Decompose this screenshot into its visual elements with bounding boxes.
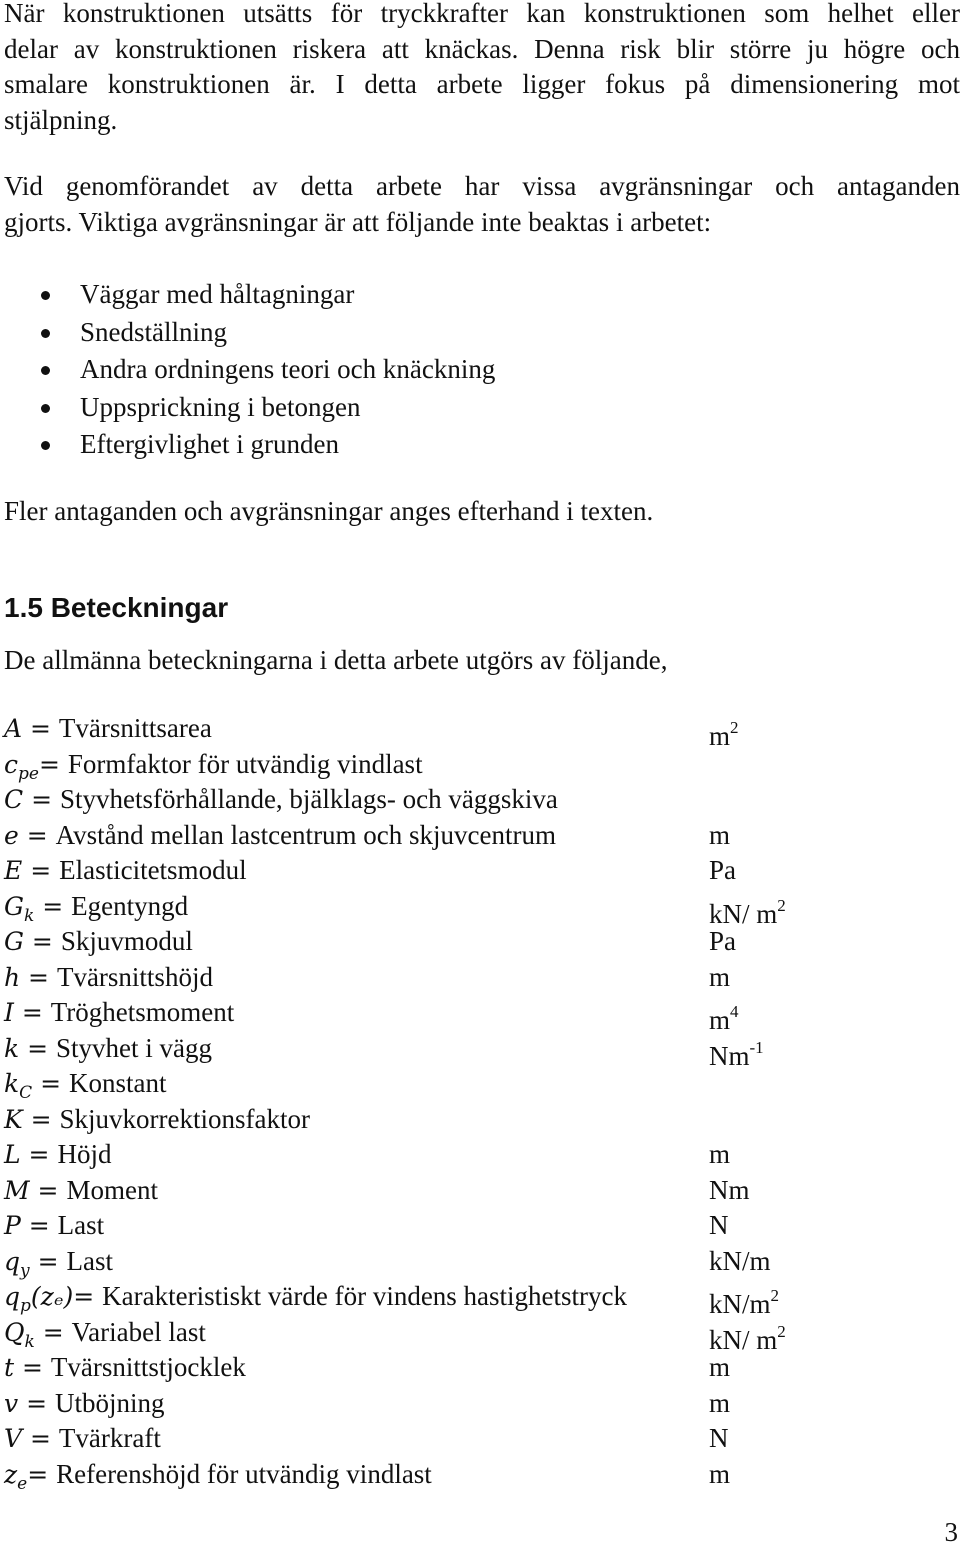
symbol-unit	[709, 1243, 771, 1279]
bullet-icon	[41, 329, 50, 338]
symbol-row	[4, 1349, 944, 1385]
equals-sign: =	[23, 927, 61, 956]
symbol-list	[4, 710, 944, 1494]
symbol-description: Moment	[66, 1174, 158, 1205]
symbol-row	[4, 1030, 944, 1071]
symbol-row	[4, 746, 944, 782]
symbol: Q	[4, 1317, 25, 1347]
symbol-unit	[709, 1349, 730, 1385]
symbol: e	[4, 820, 19, 850]
symbol-unit	[709, 1420, 729, 1456]
equals-sign: =	[22, 1104, 60, 1134]
symbol-row	[4, 1101, 944, 1137]
symbol: c	[4, 749, 19, 779]
symbol-description: Tvärkraft	[58, 1423, 161, 1453]
symbol: I	[4, 998, 14, 1027]
unit-text: m	[709, 1458, 731, 1489]
symbol-description: Tvärsnittshöjd	[56, 961, 213, 992]
symbol-description: Konstant	[69, 1068, 167, 1098]
symbol-description: Last	[66, 1245, 113, 1276]
equals-sign: =	[34, 891, 72, 921]
unit-text: m	[709, 1387, 731, 1418]
symbol-unit	[709, 959, 730, 995]
list-item-text: Snedställning	[80, 316, 227, 347]
symbol: K	[4, 1104, 23, 1134]
symbol: q	[4, 1282, 21, 1311]
equals-sign: =	[22, 1424, 59, 1453]
symbol-unit	[709, 1172, 750, 1208]
equals-sign: =	[73, 1282, 103, 1311]
symbol-unit	[709, 1456, 730, 1492]
symbol-description: Karakteristiskt värde för vindens hastighetstryck	[102, 1281, 628, 1311]
unit-text: Pa	[709, 926, 736, 956]
unit-exponent: 2	[777, 895, 786, 915]
intro-line: stjälpning.	[4, 104, 118, 135]
unit-text: kN/ m	[709, 898, 778, 929]
unit-text: m	[709, 1139, 731, 1169]
symbol-argument: (zₑ)	[30, 1282, 74, 1311]
symbol: L	[4, 1140, 21, 1169]
symbol-row	[4, 1385, 944, 1421]
symbol-row	[4, 994, 944, 1035]
symbol: E	[4, 856, 23, 885]
limitations-closing: Fler antaganden och avgränsningar anges efterhand i texten.	[4, 496, 654, 526]
unit-text: m	[709, 819, 731, 850]
symbol-row	[4, 1420, 944, 1456]
symbol-subscript: k	[23, 905, 35, 926]
equals-sign: =	[20, 962, 57, 992]
equals-sign: =	[23, 785, 60, 814]
equals-sign: =	[13, 998, 51, 1027]
symbol-description: Variabel last	[71, 1316, 206, 1347]
intro-line: smalare konstruktionen är. I detta arbete ligger fokus på dimensionering mot	[4, 69, 960, 99]
unit-text: Nm	[709, 1174, 750, 1205]
limitations-list	[0, 276, 495, 464]
symbol-description: Skjuvkorrektionsfaktor	[59, 1103, 310, 1134]
symbol-description: Last	[57, 1210, 105, 1240]
symbol-unit	[709, 923, 736, 959]
equals-sign: =	[20, 1140, 58, 1169]
symbol-unit	[709, 1385, 730, 1421]
symbol-row	[4, 781, 944, 817]
equals-sign: =	[32, 1069, 70, 1098]
equals-sign: =	[18, 1388, 55, 1418]
intro-paragraph	[4, 0, 960, 138]
section-heading: 1.5 Beteckningar	[4, 592, 229, 623]
equals-sign: =	[22, 856, 60, 885]
symbol: P	[4, 1211, 21, 1240]
unit-text: m	[709, 961, 731, 992]
symbol: A	[4, 714, 23, 743]
equals-sign: =	[20, 1211, 58, 1240]
symbol: q	[4, 1246, 21, 1276]
list-item-text: Uppsprickning i betongen	[80, 391, 361, 422]
equals-sign: =	[19, 1033, 56, 1063]
bullet-icon	[41, 291, 50, 300]
equals-sign: =	[18, 820, 56, 850]
list-item	[0, 314, 495, 352]
equals-sign: =	[27, 1459, 57, 1489]
symbol: G	[4, 927, 24, 956]
unit-text: m	[709, 721, 731, 751]
symbol: h	[4, 962, 21, 992]
symbol-unit	[709, 817, 730, 853]
symbol-unit	[709, 1136, 730, 1172]
section-intro: De allmänna beteckningarna i detta arbete utgörs av följande,	[4, 645, 668, 675]
symbol-description: Höjd	[57, 1139, 112, 1169]
symbol-row	[4, 817, 944, 853]
symbol-subscript: e	[17, 1473, 28, 1494]
list-item-text: Eftergivlighet i grunden	[80, 429, 339, 459]
symbol: z	[4, 1459, 18, 1489]
symbol-row	[4, 1243, 944, 1279]
unit-text: m	[709, 1005, 731, 1035]
page-number: 3	[944, 1517, 958, 1547]
symbol: t	[4, 1353, 15, 1382]
symbol-description: Referenshöjd för utvändig vindlast	[56, 1458, 432, 1489]
symbol-row	[4, 1278, 944, 1319]
equals-sign: =	[34, 1317, 72, 1347]
symbol-row	[4, 1207, 944, 1243]
symbol-row	[4, 923, 944, 959]
symbol-description: Tvärsnittsarea	[58, 713, 212, 743]
unit-text: N	[709, 1210, 729, 1240]
symbol-subscript: C	[19, 1083, 33, 1103]
symbol-row	[4, 1172, 944, 1208]
symbol: v	[4, 1388, 19, 1418]
bullet-icon	[41, 441, 50, 450]
limitations-line: gjorts. Viktiga avgränsningar är att följande inte beaktas i arbetet:	[4, 206, 712, 237]
symbol: k	[4, 1069, 20, 1098]
symbol-unit	[709, 1207, 729, 1243]
symbol-description: Skjuvmodul	[60, 926, 193, 956]
symbol-row	[4, 710, 944, 751]
unit-exponent: -1	[749, 1037, 764, 1057]
unit-text: Nm	[709, 1040, 750, 1071]
symbol-row	[4, 1314, 944, 1355]
symbol: k	[4, 1033, 20, 1063]
intro-line: När konstruktionen utsätts för tryckkrafter kan konstruktionen som helhet eller	[4, 0, 960, 28]
list-item-text: Andra ordningens teori och knäckning	[80, 354, 496, 384]
equals-sign: =	[22, 714, 59, 743]
limitations-paragraph	[4, 169, 960, 240]
equals-sign: =	[14, 1353, 51, 1382]
symbol: M	[4, 1175, 30, 1205]
symbol-description: Avstånd mellan lastcentrum och skjuvcentrum	[55, 819, 557, 850]
list-item	[0, 389, 495, 427]
symbol-subscript: k	[24, 1331, 35, 1352]
unit-exponent: 2	[777, 1321, 786, 1341]
limitations-line: Vid genomförandet av detta arbete har vissa avgränsningar och antaganden	[4, 171, 960, 201]
symbol-description: Utböjning	[54, 1387, 165, 1418]
unit-exponent: 4	[730, 1002, 739, 1021]
symbol-row	[4, 959, 944, 995]
symbol: C	[4, 785, 24, 814]
equals-sign: =	[29, 1246, 67, 1276]
symbol-row	[4, 1065, 944, 1101]
unit-text: kN/m	[709, 1289, 771, 1319]
bullet-icon	[41, 404, 50, 413]
equals-sign: =	[38, 749, 68, 779]
symbol-description: Styvhet i vägg	[56, 1032, 212, 1063]
list-item	[0, 276, 495, 314]
symbol-description: Tvärsnittstjocklek	[50, 1352, 246, 1382]
bullet-icon	[41, 366, 50, 375]
symbol-unit	[709, 852, 736, 888]
symbol: G	[4, 891, 24, 921]
symbol-subscript: pe	[18, 763, 39, 784]
unit-text: m	[709, 1352, 731, 1382]
unit-text: N	[709, 1423, 729, 1453]
symbol-subscript: p	[20, 1296, 31, 1316]
symbol-description: Egentyngd	[71, 890, 189, 921]
list-item-text: Väggar med håltagningar	[80, 279, 355, 309]
unit-text: kN/ m	[709, 1324, 778, 1355]
unit-exponent: 2	[730, 718, 739, 737]
unit-text: Pa	[709, 855, 736, 885]
symbol-description: Formfaktor för utvändig vindlast	[67, 748, 423, 779]
symbol-description: Tröghetsmoment	[50, 997, 235, 1027]
symbol-row	[4, 852, 944, 888]
symbol-description: Styvhetsförhållande, bjälklags- och väggskiva	[59, 784, 558, 814]
symbol-row	[4, 1136, 944, 1172]
intro-line: delar av konstruktionen riskera att knäckas. Denna risk blir större ju högre och	[4, 33, 960, 64]
equals-sign: =	[29, 1175, 67, 1205]
symbol-description: Elasticitetsmodul	[59, 855, 247, 885]
unit-exponent: 2	[770, 1286, 780, 1305]
list-item	[0, 426, 495, 464]
symbol: V	[4, 1424, 23, 1453]
symbol-subscript: y	[20, 1260, 30, 1281]
list-item	[0, 351, 495, 389]
unit-text: kN/m	[709, 1245, 771, 1276]
symbol-row	[4, 888, 944, 929]
symbol-row	[4, 1456, 944, 1492]
